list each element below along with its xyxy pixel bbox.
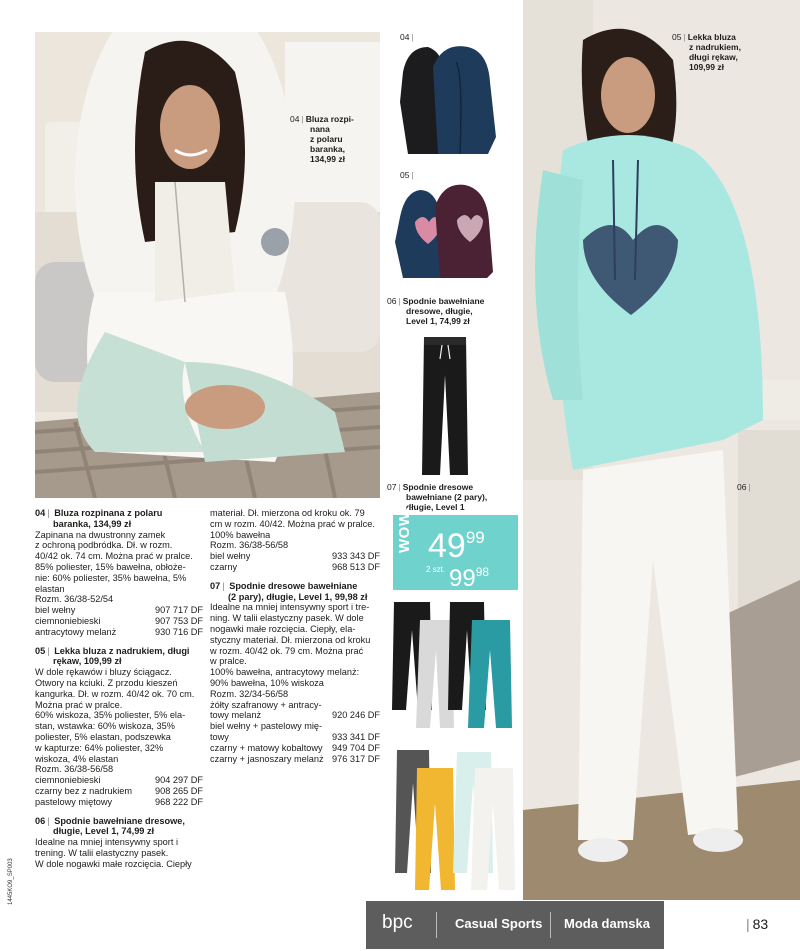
label-line: baranka, <box>310 144 345 154</box>
price-main: 99 <box>449 565 476 592</box>
label-04-thumb: 04 | <box>400 32 414 42</box>
desc-line: Rozm. 36/38-52/54 <box>35 594 114 605</box>
desc-line: poliester, 5% elastan, podszewka <box>35 731 171 742</box>
price-main: 49 <box>428 527 466 565</box>
label-04-jacket: 04 | Bluza rozpi- nana z polaru baranka, 134,99 zł <box>290 114 354 164</box>
product-title: Bluza rozpinana z polaru <box>54 508 163 518</box>
wow-badge-text: WOW! <box>396 506 413 553</box>
label-num: 06 <box>737 482 747 492</box>
article-number: 968 222 DF <box>154 796 203 807</box>
desc-line: wiskoza, 4% elastan <box>35 753 119 764</box>
desc-line: biel wełny + pastelowy mię- <box>210 721 323 732</box>
label-line: długi rękaw, <box>689 52 738 62</box>
two-pieces-price <box>449 559 489 592</box>
product-num: 04 <box>35 508 46 518</box>
desc-line: Rozm. 36/38-56/58 <box>210 540 289 551</box>
article-number: 976 317 DF <box>331 753 380 764</box>
desc-line: 40/42 ok. 74 cm. Można prać w pralce. <box>35 551 193 562</box>
desc-line: z ochroną podbródka. Dł. w rozm. <box>35 540 173 551</box>
article-number: 907 753 DF <box>154 615 203 626</box>
article-number: 920 246 DF <box>331 710 380 721</box>
desc-line: Idealne na mniej intensywny sport i <box>35 837 178 848</box>
desc-line: 100% bawełna <box>210 529 271 540</box>
label-line: 109,99 zł <box>689 62 724 72</box>
article-number: 933 341 DF <box>331 731 380 742</box>
article-number: 908 265 DF <box>154 785 203 796</box>
color-name: antracytowy melanż <box>35 626 117 637</box>
desc-line: 60% wiskoza, 35% poliester, 5% ela- <box>35 710 186 721</box>
label-line: z polaru <box>310 134 343 144</box>
page-number-value: 83 <box>752 916 769 932</box>
color-name: biel wełny <box>210 551 251 562</box>
footer-category: Casual Sports <box>455 916 543 931</box>
description-column-2 <box>210 508 380 764</box>
label-line: Level 1, 74,99 zł <box>406 316 470 326</box>
desc-line: styczny materiał. Dł. mierzona od kroku <box>210 634 371 645</box>
color-name: czarny bez z nadrukiem <box>35 785 133 796</box>
price-cents: 99 <box>465 528 485 547</box>
color-row <box>35 786 203 797</box>
color-name: czarny <box>210 561 238 572</box>
product-heading-04-line2: baranka, 134,99 zł <box>53 518 132 529</box>
footer-divider <box>550 912 551 938</box>
desc-line: kangurka. Dł. w rozm. 40/42 ok. 70 cm. <box>35 688 195 699</box>
desc-line: żółty szafranowy + antracy- <box>210 699 322 710</box>
desc-line: nogawki małe rozcięcia. Ciepły, ela- <box>210 623 356 634</box>
color-row <box>35 797 203 808</box>
label-line: nana <box>310 124 330 134</box>
label-line: długie, Level 1 <box>406 502 465 512</box>
desc-line: W dole nogawki małe rozcięcia. Ciepły <box>35 858 192 869</box>
two-pieces-label: 2 szt. <box>426 565 446 574</box>
product-sweatpants-pairs <box>392 600 517 730</box>
color-row <box>210 743 380 754</box>
description-column-1 <box>35 508 203 870</box>
desc-line: 100% bawełna, antracytowy melanż: <box>210 667 360 678</box>
product-num: 07 <box>210 580 221 591</box>
desc-line: w kapturze: 64% poliester, 32% <box>35 742 164 753</box>
product-heading-06: 06 | Spodnie bawełniane dresowe, <box>35 815 185 826</box>
label-05-thumb: 05 | <box>400 170 414 180</box>
product-sweatpants-black <box>420 335 470 480</box>
label-05-hoodie: 05 | Lekka bluza z nadrukiem, długi rękaw, 109,99 zł <box>672 32 741 72</box>
page-number: | 83 <box>746 916 769 932</box>
desc-line: elastan <box>35 583 65 594</box>
label-num: 05 <box>400 170 410 180</box>
label-num: 04 <box>400 32 410 42</box>
photo-illustration <box>35 32 380 498</box>
brand-logo: bpc <box>382 912 413 933</box>
color-row <box>35 616 203 627</box>
label-line: Lekka bluza <box>687 32 736 42</box>
desc-line: trening. W talii elastyczny pasek. <box>35 847 169 858</box>
label-line: Spodnie dresowe <box>402 482 474 492</box>
label-line: bawełniane (2 pary), <box>406 492 488 502</box>
desc-line: Idealne na mniej intensywny sport i tre- <box>210 602 370 613</box>
product-num: 05 <box>35 645 46 656</box>
footer-section: Moda damska <box>564 916 650 931</box>
photo-illustration-right <box>523 0 800 900</box>
desc-line: Rozm. 32/34-56/58 <box>210 688 289 699</box>
color-name: pastelowy miętowy <box>35 796 113 807</box>
product-num: 06 <box>35 815 46 826</box>
label-line: z nadrukiem, <box>689 42 741 52</box>
article-number: 949 704 DF <box>331 742 380 753</box>
label-line: 134,99 zł <box>310 154 345 164</box>
desc-line: 90% bawełna, 10% wiskoza <box>210 677 324 688</box>
label-line: Spodnie bawełniane <box>402 296 485 306</box>
color-row <box>210 551 380 562</box>
desc-line: Można prać w pralce. <box>35 699 123 710</box>
article-number: 907 717 DF <box>154 605 203 616</box>
pants-thumbnail-3 <box>395 748 520 893</box>
product-heading-05: 05 | Lekka bluza z nadrukiem, długi <box>35 645 190 656</box>
desc-line: Zapinana na dwustronny zamek <box>35 529 166 540</box>
desc-line: Otwory na kciuki. Z przodu kieszeń <box>35 677 178 688</box>
desc-line: 85% poliester, 15% bawełna, obłoże- <box>35 561 186 572</box>
price-cents: 98 <box>475 565 490 579</box>
color-name: ciemnoniebieski <box>35 775 101 786</box>
desc-line: w rozm. 40/42 ok. 79 cm. Można prać <box>210 645 364 656</box>
color-row <box>210 710 380 721</box>
color-row <box>35 627 203 638</box>
desc-line: stan, wstawka: 60% wiskoza, 35% <box>35 721 175 732</box>
product-heading-06-line2: długie, Level 1, 74,99 zł <box>53 826 155 837</box>
label-06-photo: 06 | <box>737 482 751 492</box>
product-title: Spodnie dresowe bawełniane <box>229 580 358 591</box>
label-line: dresowe, długie, <box>406 306 473 316</box>
desc-line: nie: 60% poliester, 35% bawełna, 5% <box>35 572 187 583</box>
color-name: biel wełny <box>35 605 76 616</box>
pants-thumbnail-2 <box>392 600 517 730</box>
color-name: czarny + jasnoszary melanż <box>210 753 324 764</box>
label-num: 06 <box>387 296 397 306</box>
product-hoodies-heart <box>395 182 495 282</box>
article-number: 933 343 DF <box>331 551 380 562</box>
label-07-pants: 07 | Spodnie dresowe bawełniane (2 pary), długie, Level 1 <box>387 482 488 512</box>
footer-divider <box>436 912 437 938</box>
product-sweatpants-colors <box>395 748 520 893</box>
article-number: 904 297 DF <box>154 775 203 786</box>
color-row <box>210 732 380 743</box>
product-hoodies-navy-black <box>398 42 498 157</box>
desc-line: Rozm. 36/38-56/58 <box>35 764 114 775</box>
photo-woman-fleece-jacket <box>35 32 380 498</box>
product-heading-04: 04 | Bluza rozpinana z polaru <box>35 508 163 518</box>
desc-line: materiał. Dł. mierzona od kroku ok. 79 <box>210 508 365 518</box>
catalog-code: 1445KO9_SP003 <box>8 858 14 905</box>
color-row <box>35 775 203 786</box>
product-heading-07-line2: (2 pary), długie, Level 1, 99,98 zł <box>228 591 368 602</box>
article-number: 930 716 DF <box>154 626 203 637</box>
color-row <box>210 562 380 573</box>
label-06-pants: 06 | Spodnie bawełniane dresowe, długie, Level 1, 74,99 zł <box>387 296 485 326</box>
color-name: towy melanż <box>210 710 262 721</box>
color-name: towy <box>210 731 229 742</box>
photo-woman-mint-hoodie <box>523 0 800 900</box>
label-num: 07 <box>387 482 397 492</box>
hoodie-thumbnail-1 <box>398 42 498 157</box>
desc-line: w pralce. <box>210 656 247 667</box>
desc-line: ning. W talii elastyczny pasek. W dole <box>210 613 364 624</box>
desc-line: cm w rozm. 40/42. Można prać w pralce. <box>210 518 375 529</box>
product-heading-07: 07 | Spodnie dresowe bawełniane <box>210 580 358 591</box>
color-row <box>210 754 380 765</box>
label-line: Bluza rozpi- <box>305 114 354 124</box>
label-num: 04 <box>290 114 300 124</box>
color-row <box>35 605 203 616</box>
hoodie-thumbnail-2 <box>395 182 495 282</box>
color-name: czarny + matowy kobaltowy <box>210 742 323 753</box>
desc-line: W dole rękawów i bluzy ściągacz. <box>35 667 172 678</box>
product-title: Spodnie bawełniane dresowe, <box>54 815 185 826</box>
product-title: Lekka bluza z nadrukiem, długi <box>54 645 190 656</box>
article-number: 968 513 DF <box>331 561 380 572</box>
footer-bar <box>366 901 664 949</box>
color-name: ciemnoniebieski <box>35 615 101 626</box>
label-num: 05 <box>672 32 682 42</box>
product-heading-05-line2: rękaw, 109,99 zł <box>53 656 122 667</box>
pants-thumbnail-1 <box>420 335 470 480</box>
